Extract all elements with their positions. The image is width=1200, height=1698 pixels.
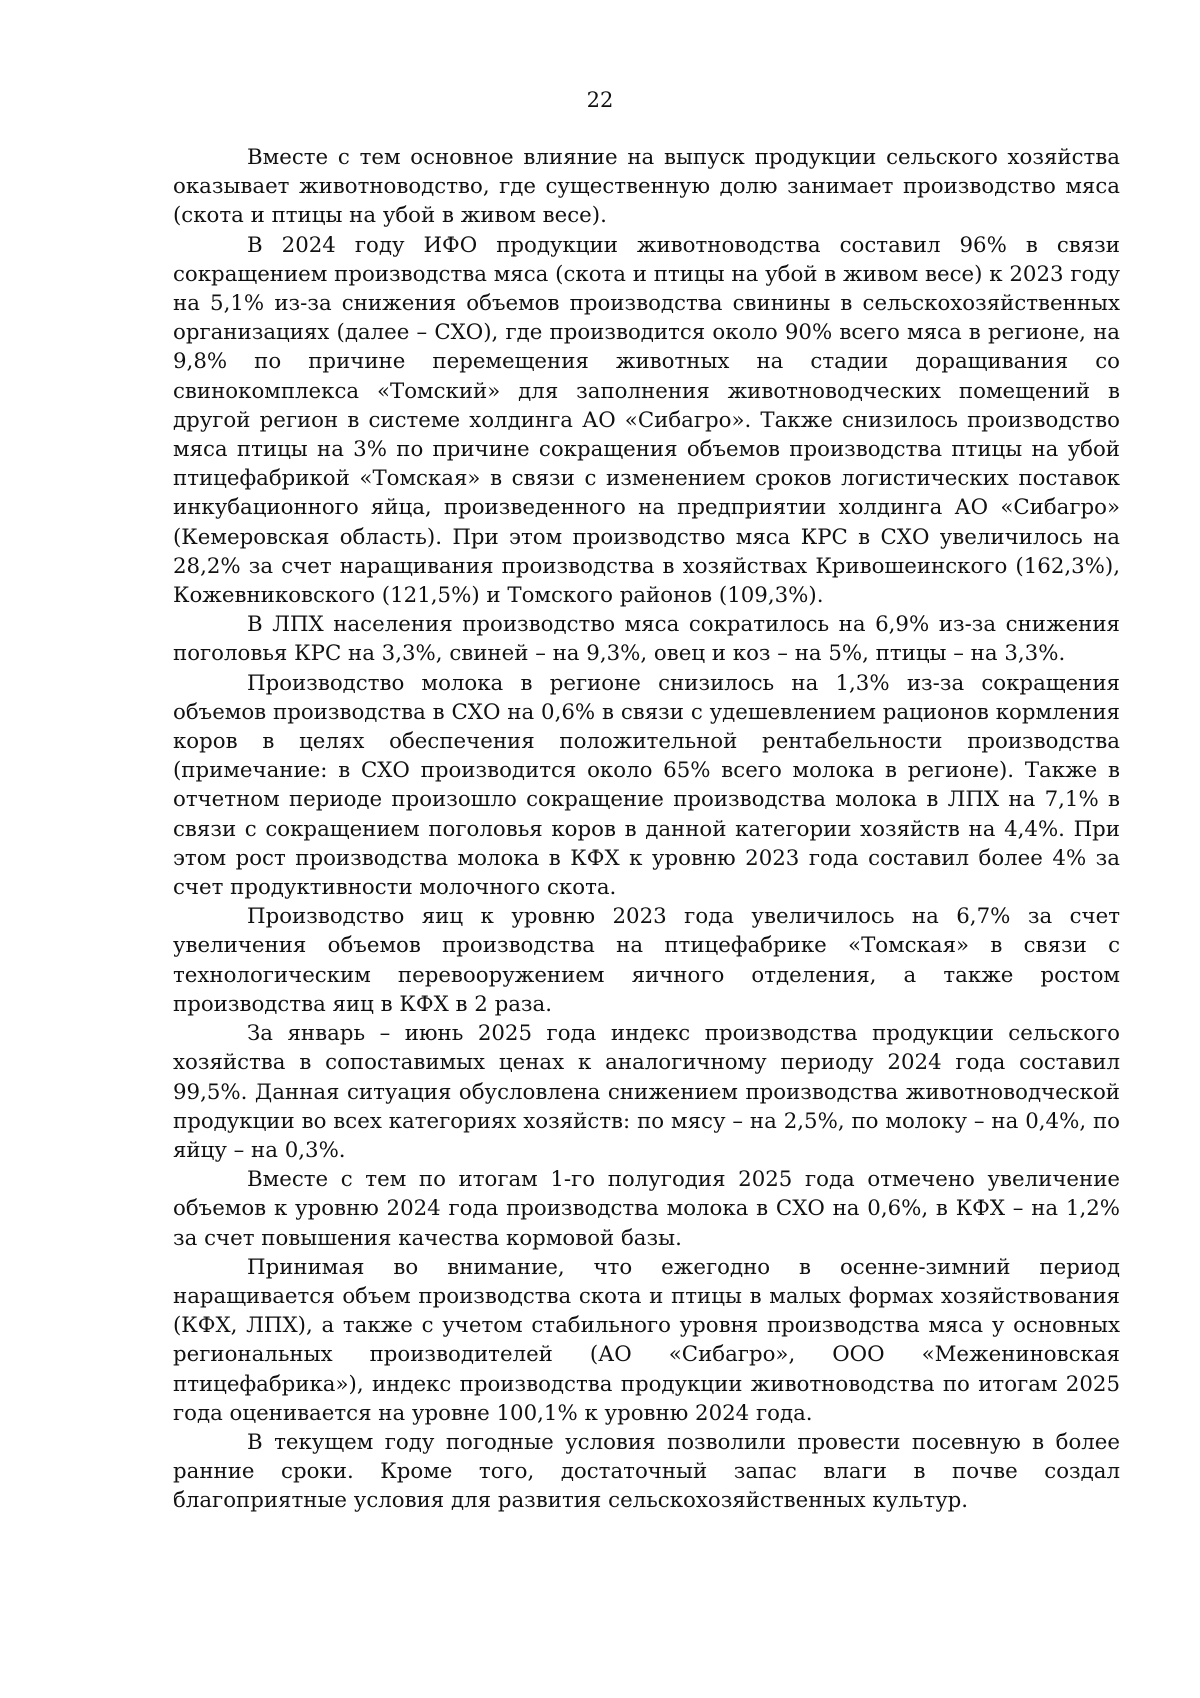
paragraph-weather-conditions: В текущем году погодные условия позволили провести посевную в более ранние сроки. Кроме того, достаточный запас влаги в почве создал благоприятные условия для развития сельскохозяйственных культур. (173, 1429, 1120, 1514)
paragraph-livestock-forecast-2025: Принимая во внимание, что ежегодно в осенне-зимний период наращивается объем производства скота и птицы в малых формах хозяйствования (КФХ, ЛПХ), а также с учетом стабильного уровня производства мяса у основных региональных производителей (АО «Сибагро», ООО «Межениновская птицефабрика»), индекс производства продукции животноводства по итогам 2025 года оценивается на уровне 100,1% к уровню 2024 года. (173, 1254, 1120, 1426)
paragraph-egg-production: Производство яиц к уровню 2023 года увеличилось на 6,7% за счет увеличения объемов производства на птицефабрике «Томская» в связи с технологическим перевооружением яичного отделения, а также ростом производства яиц в КФХ в 2 раза. (173, 904, 1120, 1017)
paragraph-first-half-2025-index: За январь – июнь 2025 года индекс производства продукции сельского хозяйства в сопоставимых ценах к аналогичному периоду 2024 года составил 99,5%. Данная ситуация обусловлена снижением производства животноводческой продукции во всех категориях хозяйств: по мясу – на 2,5%, по молоку – на 0,4%, по яйцу – на 0,3%. (173, 1021, 1120, 1163)
paragraph-livestock-influence: Вместе с тем основное влияние на выпуск продукции сельского хозяйства оказывает животноводство, где существенную долю занимает производство мяса (скота и птицы на убой в живом весе). (173, 145, 1120, 229)
paragraph-milk-growth-2025: Вместе с тем по итогам 1-го полугодия 2025 года отмечено увеличение объемов к уровню 2024 года производства молока в СХО на 0,6%, в КФХ – на 1,2% за счет повышения качества кормовой базы. (173, 1167, 1120, 1251)
paragraph-household-meat: В ЛПХ населения производство мяса сократилось на 6,9% из-за снижения поголовья КРС на 3,3%, свиней – на 9,3%, овец и коз – на 5%, птицы – на 3,3%. (173, 612, 1120, 667)
body-text (173, 143, 1120, 1516)
paragraph-meat-production-2024: В 2024 году ИФО продукции животноводства составил 96% в связи сокращением производства мяса (скота и птицы на убой в живом весе) к 2023 году на 5,1% из-за снижения объемов производства свинины в сельскохозяйственных организациях (далее – СХО), где производится около 90% всего мяса в регионе, на 9,8% по причине перемещения животных на стадии доращивания со свинокомплекса «Томский» для заполнения животноводческих помещений в другой регион в системе холдинга АО «Сибагро». Также снизилось производство мяса птицы на 3% по причине сокращения объемов производства птицы на убой птицефабрикой «Томская» в связи с изменением сроков логистических поставок инкубационного яйца, произведенного на предприятии холдинга АО «Сибагро» (Кемеровская область). При этом производство мяса КРС в СХО увеличилось на 28,2% за счет наращивания производства в хозяйствах Кривошеинского (162,3%), Кожевниковского (121,5%) и Томского районов (109,3%). (173, 232, 1120, 609)
page-number: 22 (586, 88, 614, 112)
paragraph-milk-production: Производство молока в регионе снизилось на 1,3% из-за сокращения объемов производства в СХО на 0,6% в связи с удешевлением рационов кормления коров в целях обеспечения положительной рентабельности производства (примечание: в СХО производится около 65% всего молока в регионе). Также в отчетном периоде произошло сокращение производства молока в ЛПХ на 7,1% в связи с сокращением поголовья коров в данной категории хозяйств на 4,4%. При этом рост производства молока в КФХ к уровню 2023 года составил более 4% за счет продуктивности молочного скота. (173, 670, 1120, 901)
